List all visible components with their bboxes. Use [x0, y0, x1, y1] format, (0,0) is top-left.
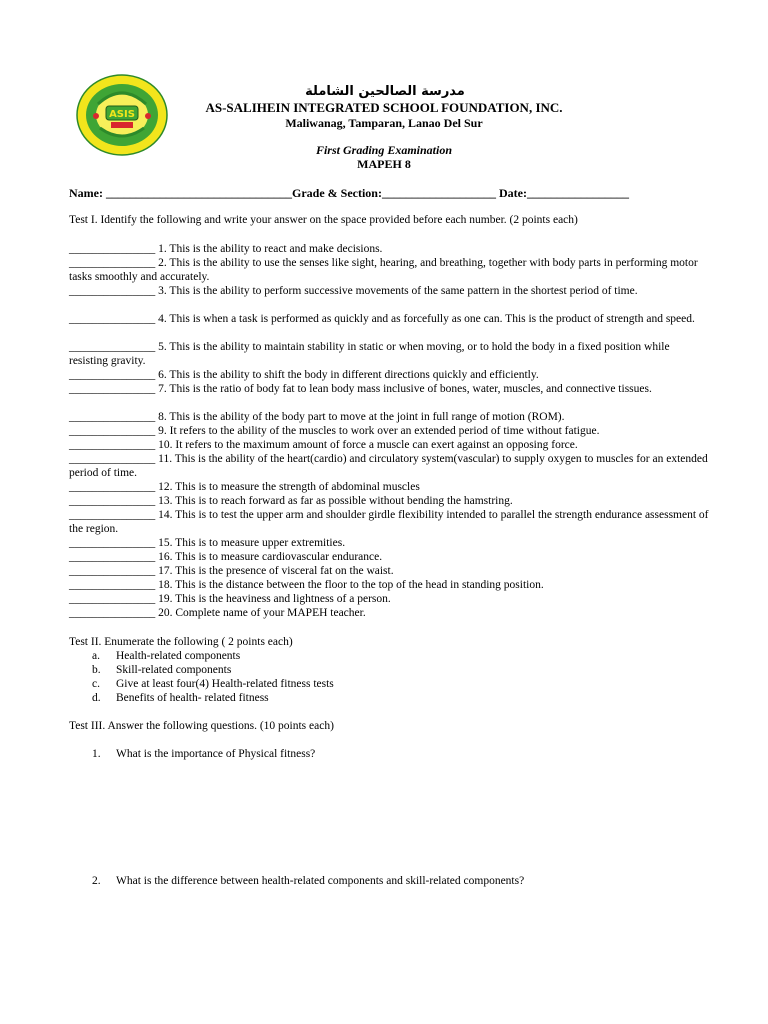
test1-item	[69, 410, 709, 424]
question-text: 18. This is the distance between the floor to the top of the head in standing position.	[158, 579, 544, 591]
test1-item	[69, 340, 709, 368]
logo-text: ASIS	[109, 109, 135, 120]
question-text: 1. This is the ability to react and make decisions.	[158, 243, 383, 255]
test1-item	[69, 550, 709, 564]
test1-item	[69, 368, 709, 382]
question-text: What is the importance of Physical fitness?	[116, 748, 316, 760]
answer-blank[interactable]: _______________	[69, 565, 156, 577]
test1-item	[69, 480, 709, 494]
school-arabic-name: مدرسة الصالحين الشاملة	[305, 84, 465, 99]
grade-section-field[interactable]: ___________________	[381, 186, 496, 200]
question-number: 1.	[92, 748, 101, 760]
test1-item	[69, 424, 709, 438]
date-label: Date:	[498, 186, 527, 200]
question-text: 19. This is the heaviness and lightness of a person.	[158, 593, 391, 605]
test2-instructions: Test II. Enumerate the following ( 2 points each)	[69, 636, 293, 648]
question-text: 14. This is to test the upper arm and shoulder girdle flexibility intended to parallel the strength endurance assessment of the region.	[69, 509, 709, 535]
answer-blank[interactable]: _______________	[69, 243, 156, 255]
question-text: 9. It refers to the ability of the muscles to work over an extended period of time without fatigue.	[158, 425, 600, 437]
question-text: 5. This is the ability to maintain stability in static or when moving, or to hold the body in a fixed position while resisting gravity.	[69, 341, 670, 367]
list-marker: d.	[92, 692, 101, 704]
name-label: Name:	[69, 186, 103, 200]
list-marker: b.	[92, 664, 101, 676]
test1-item	[69, 578, 709, 592]
list-item-text: Skill-related components	[116, 664, 232, 676]
test1-item	[69, 508, 709, 536]
exam-title: First Grading Examination	[315, 143, 453, 157]
question-text: 4. This is when a task is performed as quickly and as forcefully as one can. This is the product of strength and speed.	[158, 313, 695, 325]
list-item-text: Give at least four(4) Health-related fitness tests	[116, 678, 334, 690]
grade-section-label: Grade & Section:	[291, 186, 382, 200]
answer-blank[interactable]: _______________	[69, 537, 156, 549]
answer-blank[interactable]: _______________	[69, 369, 156, 381]
date-field[interactable]: _________________	[526, 186, 629, 200]
answer-blank[interactable]: _______________	[69, 313, 156, 325]
test1-item	[69, 564, 709, 578]
answer-blank[interactable]: _______________	[69, 453, 156, 465]
list-item-text: Health-related components	[116, 650, 241, 662]
school-name: AS-SALIHEIN INTEGRATED SCHOOL FOUNDATION, INC.	[205, 100, 563, 115]
answer-blank[interactable]: _______________	[69, 341, 156, 353]
question-text: 17. This is the presence of visceral fat on the waist.	[158, 565, 394, 577]
test1-item	[69, 536, 709, 550]
test1-item	[69, 256, 709, 284]
question-text: 11. This is the ability of the heart(cardio) and circulatory system(vascular) to supply oxygen to muscles for an extended period of time.	[69, 453, 708, 479]
answer-blank[interactable]: _______________	[69, 383, 156, 395]
question-text: 13. This is to reach forward as far as possible without bending the hamstring.	[158, 495, 513, 507]
list-marker: c.	[92, 678, 100, 690]
answer-blank[interactable]: _______________	[69, 411, 156, 423]
question-text: 3. This is the ability to perform successive movements of the same pattern in the shortest period of time.	[158, 285, 638, 297]
answer-blank[interactable]: _______________	[69, 481, 156, 493]
test1-instructions: Test I. Identify the following and write your answer on the space provided before each number. (2 points each)	[69, 214, 578, 226]
question-text: 8. This is the ability of the body part to move at the joint in full range of motion (ROM).	[158, 411, 565, 423]
test1-item	[69, 382, 709, 396]
question-text: What is the difference between health-related components and skill-related components?	[116, 875, 525, 887]
answer-blank[interactable]: _______________	[69, 257, 156, 269]
answer-blank[interactable]: _______________	[69, 425, 156, 437]
test3-instructions: Test III. Answer the following questions. (10 points each)	[69, 720, 334, 732]
question-text: 10. It refers to the maximum amount of force a muscle can exert against an opposing force.	[158, 439, 578, 451]
answer-blank[interactable]: _______________	[69, 593, 156, 605]
test1-item	[69, 452, 709, 480]
student-info-row	[69, 186, 629, 201]
answer-blank[interactable]: _______________	[69, 579, 156, 591]
answer-blank[interactable]: _______________	[69, 551, 156, 563]
test1-item	[69, 592, 709, 606]
test1-item	[69, 284, 709, 298]
question-text: 12. This is to measure the strength of abdominal muscles	[158, 481, 420, 493]
answer-blank[interactable]: _______________	[69, 285, 156, 297]
exam-subject: MAPEH 8	[357, 157, 411, 171]
answer-blank[interactable]: _______________	[69, 495, 156, 507]
test1-item	[69, 494, 709, 508]
question-text: 7. This is the ratio of body fat to lean body mass inclusive of bones, water, muscles, and connective tissues.	[158, 383, 652, 395]
question-text: 2. This is the ability to use the senses like sight, hearing, and breathing, together with body parts in performing motor tasks smoothly and accurately.	[69, 257, 698, 283]
list-item-text: Benefits of health- related fitness	[116, 692, 269, 704]
school-address: Maliwanag, Tamparan, Lanao Del Sur	[285, 116, 483, 130]
answer-blank[interactable]: _______________	[69, 607, 156, 619]
test1-item	[69, 242, 709, 256]
question-text: 15. This is to measure upper extremities.	[158, 537, 346, 549]
test1-item	[69, 438, 709, 452]
question-text: 16. This is to measure cardiovascular endurance.	[158, 551, 383, 563]
test1-item	[69, 312, 709, 326]
question-text: 20. Complete name of your MAPEH teacher.	[158, 607, 366, 619]
test1-item	[69, 606, 709, 620]
question-number: 2.	[92, 875, 101, 887]
answer-blank[interactable]: _______________	[69, 509, 156, 521]
list-marker: a.	[92, 650, 100, 662]
name-field[interactable]: _______________________________	[105, 186, 292, 200]
answer-blank[interactable]: _______________	[69, 439, 156, 451]
question-text: 6. This is the ability to shift the body in different directions quickly and efficiently.	[158, 369, 539, 381]
